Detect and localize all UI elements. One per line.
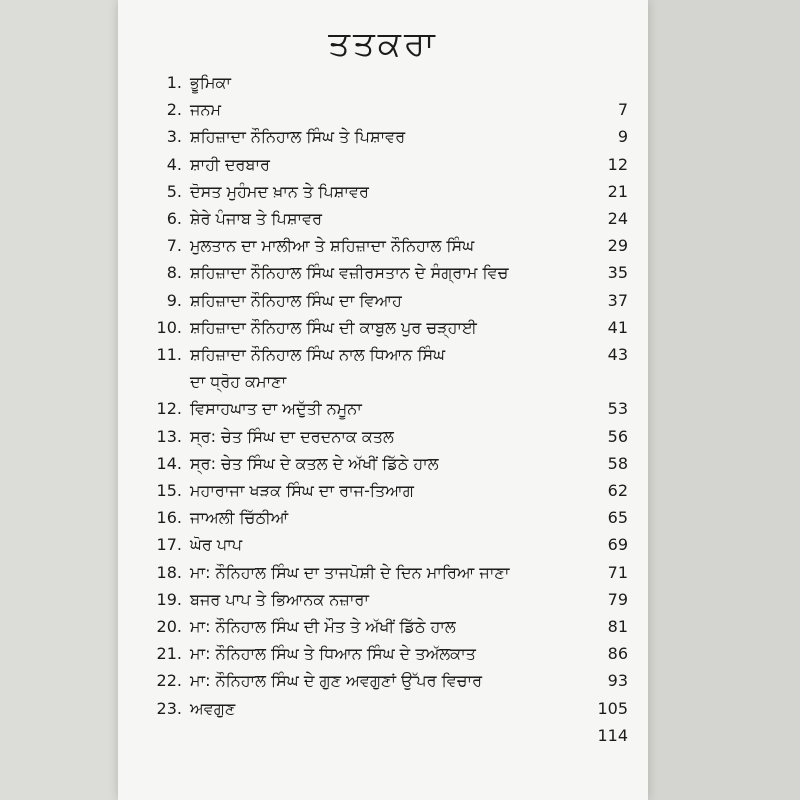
toc-entry-page: 69 <box>607 535 628 555</box>
toc-entry-title: ਬਜਰ ਪਾਪ ਤੇ ਭਿਆਨਕ ਨਜ਼ਾਰਾ <box>190 589 369 609</box>
toc-entry-title: ਸ਼ਹਿਜ਼ਾਦਾ ਨੌਨਿਹਾਲ ਸਿੰਘ ਤੇ ਪਿਸ਼ਾਵਰ <box>190 127 406 147</box>
toc-row <box>118 644 648 674</box>
toc-entry-title: ਮਾ: ਨੌਨਿਹਾਲ ਸਿੰਘ ਤੇ ਧਿਆਨ ਸਿੰਘ ਦੇ ਤਅੱਲਕਾਤ <box>190 644 476 664</box>
toc-entry-number: 3. <box>166 127 182 147</box>
toc-entry-page: 21 <box>607 181 628 201</box>
toc-entry-number: 11. <box>156 345 182 364</box>
toc-entry-number: 4. <box>166 154 182 174</box>
toc-entry-title: ਸ਼ਹਿਜ਼ਾਦਾ ਨੌਨਿਹਾਲ ਸਿੰਘ ਨਾਲ ਧਿਆਨ ਸਿੰਘ <box>190 345 446 364</box>
toc-entry-number: 22. <box>156 671 182 691</box>
toc-entry-number: 10. <box>156 317 182 337</box>
toc-entry-title: ਸ਼ਹਿਜ਼ਾਦਾ ਨੌਨਿਹਾਲ ਸਿੰਘ ਦੀ ਕਾਬੁਲ ਪੁਰ ਚੜ੍ਹਾਈ <box>190 317 477 337</box>
toc-row <box>118 209 648 239</box>
toc-entry-page: 24 <box>607 209 628 228</box>
book-page <box>118 0 648 800</box>
toc-entry-title: ਸ਼ਾਹੀ ਦਰਬਾਰ <box>190 154 270 174</box>
toc-row <box>118 291 648 321</box>
toc-entry-title: ਸ੍ਰ: ਚੇਤ ਸਿੰਘ ਦਾ ਦਰਦਨਾਕ ਕਤਲ <box>190 426 394 446</box>
toc-row <box>118 263 648 293</box>
toc-entry-title: ਮੁਲਤਾਨ ਦਾ ਮਾਲੀਆ ਤੇ ਸ਼ਹਿਜ਼ਾਦਾ ਨੌਨਿਹਾਲ ਸਿੰਘ <box>190 236 475 256</box>
toc-row <box>118 699 648 729</box>
toc-entry-number: 18. <box>156 562 182 582</box>
toc-entry-page: 56 <box>607 426 628 446</box>
toc-entry-title: ਸ਼ੇਰੇ ਪੰਜਾਬ ਤੇ ਪਿਸ਼ਾਵਰ <box>190 209 323 228</box>
toc-row <box>118 427 648 457</box>
toc-entry-number: 1. <box>166 73 182 92</box>
toc-row <box>118 590 648 620</box>
toc-entry-page: 114 <box>597 725 628 745</box>
toc-entry-number: 5. <box>166 181 182 201</box>
toc-entry-number: 21. <box>156 644 182 664</box>
toc-entry-page: 105 <box>597 698 628 718</box>
toc-entry-page: 29 <box>607 236 628 256</box>
toc-entry-page: 65 <box>607 508 628 528</box>
toc-row <box>118 726 648 756</box>
toc-entry-number: 6. <box>166 209 182 228</box>
toc-entry-title: ਵਿਸਾਹਘਾਤ ਦਾ ਅਦੁੱਤੀ ਨਮੂਨਾ <box>190 399 362 419</box>
toc-entry-number: 2. <box>166 100 182 120</box>
toc-entry-page: 35 <box>607 263 628 283</box>
toc-row <box>118 127 648 157</box>
toc-entry-page: 62 <box>607 481 628 500</box>
toc-entry-page: 58 <box>607 453 628 473</box>
toc-entry-title: ਸ਼ਹਿਜ਼ਾਦਾ ਨੌਨਿਹਾਲ ਸਿੰਘ ਦਾ ਵਿਆਹ <box>190 290 402 310</box>
toc-entry-page: 9 <box>617 127 628 147</box>
toc-row <box>118 318 648 348</box>
toc-entry-page: 81 <box>607 617 628 636</box>
toc-entry-number: 19. <box>156 589 182 609</box>
toc-row <box>118 155 648 185</box>
toc-entry-title: ਮਾ: ਨੌਨਿਹਾਲ ਸਿੰਘ ਦਾ ਤਾਜਪੋਸ਼ੀ ਦੇ ਦਿਨ ਮਾਰਿਆ ਜਾਣਾ <box>190 562 510 582</box>
background-left <box>0 0 118 800</box>
toc-row <box>118 182 648 212</box>
toc-entry-title: ਦੋਸਤ ਮੁਹੰਮਦ ਖ਼ਾਨ ਤੇ ਪਿਸ਼ਾਵਰ <box>190 181 369 201</box>
toc-entry-number: 15. <box>156 481 182 500</box>
toc-entry-number: 12. <box>156 399 182 419</box>
toc-entry-number: 16. <box>156 508 182 528</box>
toc-row <box>118 563 648 593</box>
toc-entry-page: 12 <box>607 154 628 174</box>
toc-entry-page: 41 <box>607 317 628 337</box>
toc-entry-title: ਮਾ: ਨੌਨਿਹਾਲ ਸਿੰਘ ਦੇ ਗੁਣ ਅਵਗੁਣਾਂ ਉੱਪਰ ਵਿਚਾਰ <box>190 671 483 691</box>
toc-row <box>118 372 648 402</box>
page-title: ਤਤਕਰਾ <box>328 24 438 64</box>
toc-entry-title: ਘੋਰ ਪਾਪ <box>190 535 243 555</box>
toc-row <box>118 481 648 511</box>
toc-entry-number: 14. <box>156 453 182 473</box>
toc-row <box>118 508 648 538</box>
toc-row <box>118 73 648 103</box>
toc-entry-page: 7 <box>617 100 628 120</box>
toc-row <box>118 535 648 565</box>
toc-entry-page: 71 <box>607 562 628 582</box>
background-right <box>648 0 800 800</box>
toc-entry-page: 93 <box>607 671 628 691</box>
table-of-contents <box>118 0 648 800</box>
toc-entry-number: 8. <box>166 263 182 283</box>
toc-row <box>118 236 648 266</box>
toc-row <box>118 100 648 130</box>
toc-entry-page: 86 <box>607 644 628 664</box>
toc-entry-title: ਜਨਮ <box>190 100 221 120</box>
toc-entry-title: ਸ਼ਹਿਜ਼ਾਦਾ ਨੌਨਿਹਾਲ ਸਿੰਘ ਵਜ਼ੀਰਸਤਾਨ ਦੇ ਸੰਗ੍ਰਾਮ ਵਿਚ <box>190 263 509 283</box>
toc-row <box>118 671 648 701</box>
toc-entry-title: ਦਾ ਧ੍ਰੋਹ ਕਮਾਣਾ <box>190 372 287 392</box>
toc-entry-number: 13. <box>156 426 182 446</box>
toc-entry-number: 7. <box>166 236 182 256</box>
toc-entry-number: 20. <box>156 617 182 636</box>
toc-entry-page: 53 <box>607 399 628 419</box>
toc-entry-title: ਸ੍ਰ: ਚੇਤ ਸਿੰਘ ਦੇ ਕਤਲ ਦੇ ਅੱਖੀਂ ਡਿੱਠੇ ਹਾਲ <box>190 453 439 473</box>
toc-entry-title: ਮਹਾਰਾਜਾ ਖੜਕ ਸਿੰਘ ਦਾ ਰਾਜ-ਤਿਆਗ <box>190 481 414 500</box>
toc-entry-title: ਮਾ: ਨੌਨਿਹਾਲ ਸਿੰਘ ਦੀ ਮੌਤ ਤੇ ਅੱਖੀਂ ਡਿੱਠੇ ਹਾਲ <box>190 617 456 636</box>
toc-entry-page: 79 <box>607 589 628 609</box>
toc-entry-title: ਅਵਗੁਣ <box>190 698 236 718</box>
toc-entry-title: ਜਾਅਲੀ ਚਿੱਠੀਆਂ <box>190 508 289 528</box>
toc-row <box>118 454 648 484</box>
toc-entry-number: 9. <box>166 290 182 310</box>
toc-entry-number: 17. <box>156 535 182 555</box>
toc-entry-title: ਭੂਮਿਕਾ <box>190 73 231 92</box>
toc-entry-number: 23. <box>156 698 182 718</box>
toc-row <box>118 617 648 647</box>
toc-entry-page: 37 <box>607 290 628 310</box>
toc-row <box>118 399 648 429</box>
toc-entry-page: 43 <box>607 345 628 364</box>
toc-row <box>118 345 648 375</box>
